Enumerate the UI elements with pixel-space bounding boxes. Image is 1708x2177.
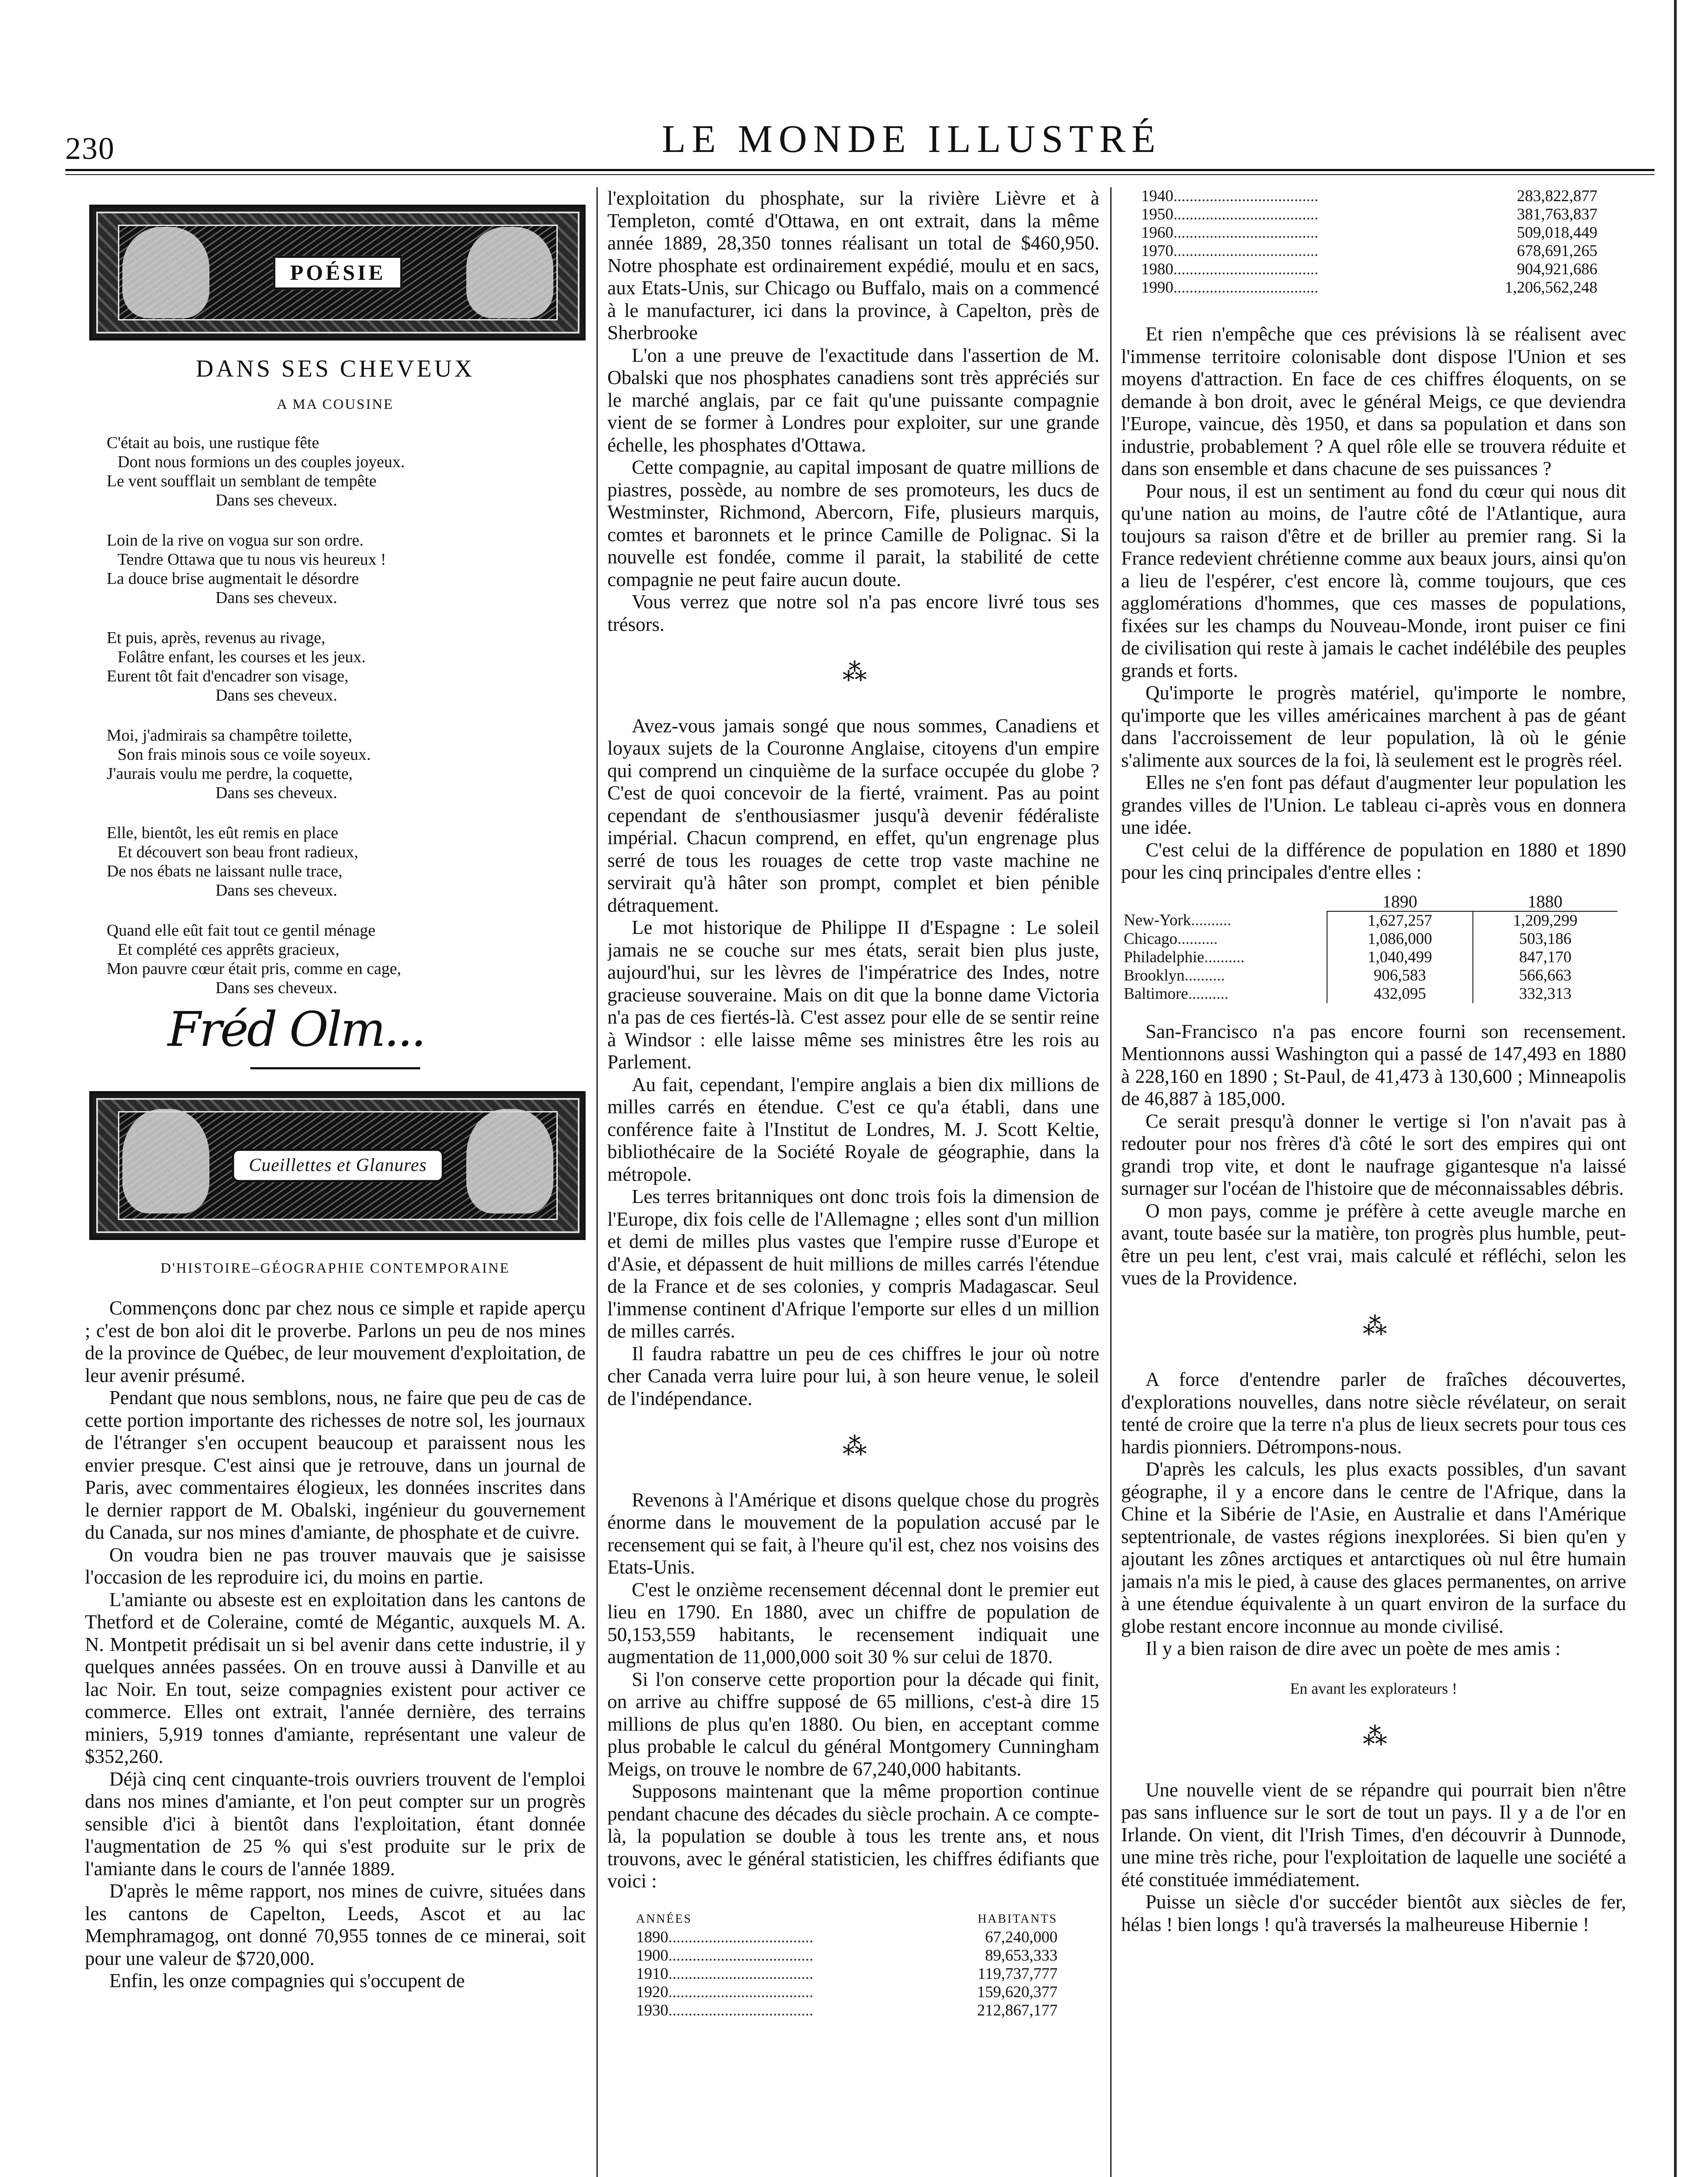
asterism-divider: ⁂ xyxy=(1363,1723,1385,1750)
glanures-banner xyxy=(89,1091,586,1240)
column-2 xyxy=(607,187,1099,2177)
city-name xyxy=(1121,911,1327,930)
year-value: 1900 xyxy=(636,1946,668,1965)
poem-line: Et complété ces apprêts gracieux, xyxy=(118,940,340,959)
year-value: 1920 xyxy=(636,1983,668,2001)
article-body xyxy=(607,1489,1099,1893)
year-value: 1940 xyxy=(1141,187,1173,205)
year-value: 1960 xyxy=(1141,224,1173,242)
paragraph: Enfin, les onze compagnies qui s'occupent de xyxy=(109,1970,465,1992)
leader-dots: .................................... xyxy=(668,1965,813,1983)
asterism-divider: ⁂ xyxy=(1363,1313,1385,1340)
year-value: 1990 xyxy=(1141,279,1173,297)
paragraph: Il y a bien raison de dire avec un poète de mes amis : xyxy=(1145,1638,1561,1659)
angel-figure-icon xyxy=(122,1109,209,1213)
poem-line: Et découvert son beau front radieux, xyxy=(118,843,358,861)
city-population-table xyxy=(1121,893,1617,1003)
header-rule xyxy=(65,169,1654,171)
table-header-city xyxy=(1121,893,1327,911)
population-1880: 1,209,299 xyxy=(1473,911,1617,930)
paragraph: Les terres britanniques ont donc trois fois la dimension de l'Europe, dix fois celle de l'Allemagne ; elles sont d'un million et demi de milles plus vastes que l'empire russe d'Europe et d'Asie, et dépassent de huit millions de milles carrés l'étendue de la France et de ses colonies, y compris Madagascar. Seul l'immense continent d'Afrique l'emporte sur elles d un million de milles carrés. xyxy=(607,1186,1099,1342)
paragraph: Cette compagnie, au capital imposant de quatre millions de piastres, possède, au nombre de ses promoteurs, les ducs de Westminster, Richmond, Abercorn, Fife, plusieurs marquis, comtes et baronnets et le prince Camille de Polignac. Si la nouvelle est fondée, comme il parait, la stabilité de cette compagnie ne peut faire aucun doute. xyxy=(607,456,1099,590)
population-1880: 332,313 xyxy=(1473,985,1617,1003)
poem-line: Quand elle eût fait tout ce gentil ménage xyxy=(107,921,376,940)
page-edge-rule xyxy=(1674,0,1677,2177)
poem-line: Eurent tôt fait d'encadrer son visage, xyxy=(107,667,349,685)
paragraph: San-Francisco n'a pas encore fourni son recensement. Mentionnons aussi Washington qui a passé de 147,493 en 1880 à 228,160 en 1890 ; St-Paul, de 41,473 à 130,600 ; Minneapolis de 46,887 à 185,000. xyxy=(1121,1020,1626,1109)
poesie-label: POÉSIE xyxy=(273,256,402,290)
table-row xyxy=(1121,948,1617,967)
year-cell xyxy=(633,1983,924,2002)
population-1890: 1,627,257 xyxy=(1327,911,1473,930)
paragraph: L'on a une preuve de l'exactitude dans l'assertion de M. Obalski que nos phosphates canadiens sont très appréciés sur le marché anglais, par ce fait qu'une puissante compagnie vient de se former à Londres pour exploiter, sur une grande échelle, les phosphates d'Ottawa. xyxy=(607,344,1099,456)
tree-figure-icon xyxy=(466,227,553,318)
table-row xyxy=(633,1947,1060,1965)
poem-line: La douce brise augmentait le désordre xyxy=(107,570,359,588)
year-value: 1970 xyxy=(1141,242,1173,260)
poem-line: Son frais minois sous ce voile soyeux. xyxy=(118,745,371,764)
poem-line: Le vent soufflait un semblant de tempête xyxy=(107,472,377,490)
leader-dots: .................................... xyxy=(668,1946,813,1965)
table-header-habitants: HABITANTS xyxy=(977,1912,1058,1926)
table-row xyxy=(1139,206,1600,224)
asterism-divider: ⁂ xyxy=(842,1433,864,1460)
paragraph: Elles ne s'en font pas défaut d'augmenter leur population les grandes villes de l'Union. Le tableau ci-après vous en donnera une idée. xyxy=(1121,772,1626,838)
year-cell xyxy=(1139,242,1439,260)
city-label: Brooklyn xyxy=(1124,966,1185,984)
population-value: 678,691,265 xyxy=(1517,242,1597,260)
population-value: 159,620,377 xyxy=(977,1983,1058,2001)
poem-line: Tendre Ottawa que tu nous vis heureux ! xyxy=(118,550,386,569)
table-row xyxy=(1139,279,1600,297)
paragraph: Et rien n'empêche que ces prévisions là se réalisent avec l'immense territoire colonisable dont dispose l'Union et ses moyens d'attraction. En face de ces chiffres éloquents, on se demande à bon droit, avec le général Meigs, ce que deviendra l'Europe, vaincue, dès 1950, et dans sa population et dans son industrie, probablement ? A quel rôle elle se trouvera réduite et dans son ensemble et dans chacune de ses puissances ? xyxy=(1121,323,1626,479)
paragraph: A force d'entendre parler de fraîches découvertes, d'explorations nouvelles, dans notre siècle révélateur, on serait tenté de croire que la terre n'a plus de lieux secrets pour tous ces hardis pionniers. Détrompons-nous. xyxy=(1121,1368,1626,1458)
city-name xyxy=(1121,967,1327,985)
paragraph: Au fait, cependant, l'empire anglais a bien dix millions de milles carrés en étendue. C'est ce qu'a établi, dans une conférence faite à l'Institut de Londres, M. J. Scott Keltie, bibliothécaire de la Société Royale de géographie, dans la métropole. xyxy=(607,1073,1099,1185)
population-1880: 503,186 xyxy=(1473,930,1617,948)
leader-dots: .......... xyxy=(1177,930,1218,948)
poem-line: C'était au bois, une rustique fête xyxy=(107,434,320,452)
paragraph: On voudra bien ne pas trouver mauvais que je saisisse l'occasion de les reproduire ici, du moins en partie. xyxy=(85,1543,586,1588)
population-1880: 847,170 xyxy=(1473,948,1617,967)
population-forecast-table-continued xyxy=(1139,187,1600,297)
poem-stanza xyxy=(85,531,586,607)
paragraph: Pour nous, il est un sentiment au fond du cœur qui nous dit qu'une nation au moins, de l'autre côté de l'Atlantique, aura toujours sa raison d'être et de briller au premier rang. Si la France redevient chrétienne comme aux beaux jours, ainsi qu'on a lieu de l'espérer, c'est encore là, comme toujours, que ces agglomérations d'hommes, que ces masses de populations, fixées sur les champs du Nouveau-Monde, iront puiser ce fini de civilisation qui reste à jamais le cachet indélébile des peuples grands et forts. xyxy=(1121,480,1626,681)
poesie-banner xyxy=(89,205,586,340)
paragraph: Le mot historique de Philippe II d'Espagne : Le soleil jamais ne se couche sur mes états, serait bien plus juste, aujourd'hui, sur les lèvres de l'impératrice des Indes, notre gracieuse souveraine. Mais on dit que la bonne dame Victoria n'a pas de ces fiertés-là. C'est assez pour elle de se sentir reine à Windsor : elle laisse même ses ministres être les rois au Parlement. xyxy=(607,917,1099,1073)
population-1890: 1,040,499 xyxy=(1327,948,1473,967)
poem-line: Folâtre enfant, les courses et les jeux. xyxy=(118,648,366,666)
page-number: 230 xyxy=(65,131,115,166)
population-value: 119,737,777 xyxy=(977,1965,1058,1983)
table-header-years: ANNÉES xyxy=(636,1912,692,1926)
poem-stanza xyxy=(85,823,586,900)
table-row xyxy=(1121,911,1617,930)
table-row xyxy=(633,1965,1060,1983)
paragraph: Puisse un siècle d'or succéder bientôt aux siècles de fer, hélas ! bien longs ! qu'à traversés la malheureuse Hibernie ! xyxy=(1121,1891,1626,1935)
leader-dots: .................................... xyxy=(668,1928,813,1946)
table-row xyxy=(1121,985,1617,1003)
population-forecast-table xyxy=(633,1910,1060,2020)
article-body xyxy=(607,715,1099,1410)
article-body xyxy=(1121,1368,1626,1660)
poem-title: DANS SES CHEVEUX xyxy=(195,355,475,382)
poem-stanza xyxy=(85,433,586,510)
header-rule-thin xyxy=(65,174,1654,175)
poem-line: Dans ses cheveux. xyxy=(216,589,337,607)
column-rule-1 xyxy=(596,187,598,2177)
leader-dots: .......... xyxy=(1191,911,1232,929)
city-label: New-York xyxy=(1124,911,1191,929)
paragraph: l'exploitation du phosphate, sur la rivière Lièvre et à Templeton, comté d'Ottawa, en ont extrait, dans la même année 1889, 28,350 tonnes réalisant un total de $460,950. Notre phosphate est ordinairement expédié, moulu et en sacs, aux Etats-Unis, sur Chicago ou Buffalo, mais on a commencé à le manufacturer, ici dans la province, à Capelton, près de Sherbrooke xyxy=(607,187,1099,344)
table-row xyxy=(633,2002,1060,2020)
leader-dots: .................................... xyxy=(1173,260,1318,278)
year-cell xyxy=(633,1965,924,1983)
article-body xyxy=(607,187,1099,636)
poem-line: Et puis, après, revenus au rivage, xyxy=(107,629,326,647)
table-row xyxy=(1121,930,1617,948)
paragraph: D'après le même rapport, nos mines de cuivre, situées dans les cantons de Capelton, Leeds, Ascot et au lac Memphramagog, ont donné 70,955 tonnes de ce minerai, soit pour une valeur de $720,000. xyxy=(85,1880,586,1969)
population-value: 89,653,333 xyxy=(985,1946,1058,1965)
leader-dots: .................................... xyxy=(668,2001,813,2019)
poem-line: De nos ébats ne laissant nulle trace, xyxy=(107,862,343,880)
paragraph: Supposons maintenant que la même proportion continue pendant chacune des décades du siècle prochain. A ce compte-là, la population se double à tous les trente ans, et nous trouvons, avec le général statisticien, les chiffres édifiants que voici : xyxy=(607,1780,1099,1892)
table-row xyxy=(633,1928,1060,1947)
poem-stanza xyxy=(85,921,586,998)
column-1 xyxy=(85,187,586,2177)
paragraph: Ce serait presqu'à donner le vertige si l'on n'avait pas à redouter pour nos frères d'à côté le sort des empires qui ont grandi trop vite, et dont le naufrage gigantesque n'a laissé surnager sur l'océan de l'histoire que de méconnaissables débris. xyxy=(1121,1110,1626,1199)
population-value: 212,867,177 xyxy=(977,2001,1058,2019)
poem-line: Dans ses cheveux. xyxy=(216,979,337,997)
poem-body xyxy=(85,433,586,998)
leader-dots: .................................... xyxy=(668,1983,813,2001)
paragraph: Qu'importe le progrès matériel, qu'importe le nombre, qu'importe que les villes américaines marchent à pas de géant dans l'accroissement de leur population, là où le génie s'alimente aux sources de la foi, là seulement est le progrès réel. xyxy=(1121,682,1626,771)
article-body xyxy=(85,1297,586,1992)
article-body xyxy=(1121,1021,1626,1290)
paragraph: Revenons à l'Amérique et disons quelque chose du progrès énorme dans le mouvement de la population accusé par le recensement qui se fait, à l'heure qu'il est, chez nos voisins des Etats-Unis. xyxy=(607,1489,1099,1578)
city-label: Philadelphie xyxy=(1124,948,1204,966)
asterism-divider: ⁂ xyxy=(842,659,864,686)
population-value: 283,822,877 xyxy=(1517,187,1597,205)
poem-stanza xyxy=(85,726,586,802)
leader-dots: .................................... xyxy=(1173,279,1318,297)
table-row xyxy=(1139,187,1600,206)
leader-dots: .......... xyxy=(1204,948,1245,966)
paragraph: Pendant que nous semblons, nous, ne faire que peu de cas de cette portion importante des richesses de notre sol, les journaux de l'étranger s'en occupent beaucoup et paraissent nous les envier presque. C'est ainsi que je retrouve, dans un journal de Paris, avec commentaires élogieux, les données inscrites dans le dernier rapport de M. Obalski, ingénieur du gouvernement du Canada, sur nos mines d'amiante, de phosphate et de cuivre. xyxy=(85,1387,586,1543)
city-name xyxy=(1121,948,1327,967)
leader-dots: .................................... xyxy=(1173,224,1318,242)
population-1890: 1,086,000 xyxy=(1327,930,1473,948)
section-divider xyxy=(250,1067,420,1069)
mermaid-figure-icon xyxy=(122,227,209,318)
population-1890: 432,095 xyxy=(1327,985,1473,1003)
column-3 xyxy=(1121,187,1626,2177)
year-cell xyxy=(1139,279,1439,297)
year-cell xyxy=(1139,187,1439,206)
paragraph: Si l'on conserve cette proportion pour la décade qui finit, on arrive au chiffre supposé de 65 millions, c'est-à dire 15 millions de plus qu'en 1880. Ou bien, en acceptant comme plus probable le calcul du général Montgomery Cunningham Meigs, on trouve le nombre de 67,240,000 habitants. xyxy=(607,1668,1099,1780)
population-value: 904,921,686 xyxy=(1517,260,1597,278)
poem-line: Moi, j'admirais sa champêtre toilette, xyxy=(107,726,353,745)
population-value: 381,763,837 xyxy=(1517,206,1597,223)
year-cell xyxy=(633,2002,924,2020)
poem-line: Dans ses cheveux. xyxy=(216,784,337,802)
year-cell xyxy=(633,1928,924,1947)
poem-line: Elle, bientôt, les eût remis en place xyxy=(107,824,338,842)
poem-line: Dont nous formions un des couples joyeux. xyxy=(118,453,405,471)
paragraph: Commençons donc par chez nous ce simple et rapide aperçu ; c'est de bon aloi dit le proverbe. Parlons un peu de nos mines de la province de Québec, de leur mouvement d'exploitation, de leur avenir présumé. xyxy=(85,1297,586,1386)
author-signature: Fréd Olm... xyxy=(168,1001,424,1057)
poem-line: Dans ses cheveux. xyxy=(216,881,337,900)
paragraph: Avez-vous jamais songé que nous sommes, Canadiens et loyaux sujets de la Couronne Anglaise, citoyens d'un empire qui comprend un cinquième de la surface occupée du globe ? C'est de quoi concevoir de la fierté, vraiment. Pas au point cependant de s'enthousiasmer jusqu'à devenir fédéraliste impérial. Chacun comprend, en effet, qu'un engrenage plus serré de tous les rouages de cette trop vaste machine ne servirait qu'à hâter son prompt, complet et bien pénible détraquement. xyxy=(607,714,1099,916)
year-value: 1980 xyxy=(1141,260,1173,278)
paragraph: C'est celui de la différence de population en 1880 et 1890 pour les cinq principales d'entre elles : xyxy=(1121,839,1626,883)
population-value: 509,018,449 xyxy=(1517,224,1597,242)
population-value: 67,240,000 xyxy=(985,1928,1058,1946)
column-rule-2 xyxy=(1110,187,1112,2177)
poem-line: Mon pauvre cœur était pris, comme en cage, xyxy=(107,960,401,978)
year-cell xyxy=(1139,260,1439,279)
year-value: 1930 xyxy=(636,2001,668,2019)
leader-dots: .......... xyxy=(1188,984,1229,1003)
paragraph: L'amiante ou abseste est en exploitation dans les cantons de Thetford et de Coleraine, comté de Mégantic, auxquels M. A. N. Montpetit prédisait un si bel avenir dans cette industrie, il y quelques années passées. On en trouve aussi à Danville et au lac Noir. En tout, seize compagnies existent pour activer ce commerce. Elles ont extrait, l'année dernière, des terrains miniers, 5,919 tonnes d'amiante, représentant une valeur de $352,260. xyxy=(85,1588,586,1767)
table-row xyxy=(1139,242,1600,260)
leader-dots: .................................... xyxy=(1173,242,1318,260)
article-body xyxy=(1121,323,1626,884)
year-value: 1910 xyxy=(636,1965,668,1983)
leader-dots: .................................... xyxy=(1173,206,1318,223)
glanures-label: Cueillettes et Glanures xyxy=(232,1149,444,1183)
section-subtitle: D'HISTOIRE–GÉOGRAPHIE CONTEMPORAINE xyxy=(160,1260,510,1276)
leader-dots: .................................... xyxy=(1173,187,1318,205)
population-1890: 906,583 xyxy=(1327,967,1473,985)
paragraph: Il faudra rabattre un peu de ces chiffres le jour où notre cher Canada verra luire pour lui, à son heure venue, le soleil de l'indépendance. xyxy=(607,1342,1099,1409)
paragraph: O mon pays, comme je préfère à cette aveugle marche en avant, toute basée sur la matière, ton progrès plus humble, peut-être un peu lent, c'est vrai, mais calculé et réfléchi, selon les vues de la Providence. xyxy=(1121,1200,1626,1289)
leader-dots: .......... xyxy=(1184,966,1225,984)
table-row xyxy=(1139,224,1600,242)
year-cell xyxy=(633,1947,924,1965)
paragraph: D'après les calculs, les plus exacts possibles, d'un savant géographe, il y a encore dans le centre de l'Afrique, dans la Chine et la Sibérie de l'Asie, en Australie et dans l'Amérique septentrionale, de vastes régions inexplorées. Si bien qu'en y ajoutant les zônes arctiques et antarctiques où nul être humain jamais n'a mis le pied, à cause des glaces permanentes, on arrive à une étendue équivalente à un quart environ de la surface du globe restant encore inconnue au monde civilisé. xyxy=(1121,1458,1626,1637)
city-label: Baltimore xyxy=(1124,984,1188,1003)
table-row xyxy=(633,1983,1060,2002)
poem-line: Dans ses cheveux. xyxy=(216,686,337,704)
poem-line: Dans ses cheveux. xyxy=(216,491,337,509)
paragraph: Déjà cinq cent cinquante-trois ouvriers trouvent de l'emploi dans nos mines d'amiante, et l'on peut compter sur un progrès sensible d'ici à bientôt dans l'exploitation, étant donnée l'augmentation de 25 % qui s'est produite sur le prix de l'amiante dans le cours de l'année 1889. xyxy=(85,1768,586,1880)
paragraph: C'est le onzième recensement décennal dont le premier eut lieu en 1790. En 1880, avec un chiffre de population de 50,153,559 habitants, le recensement indiquait une augmentation de 11,000,000 soit 30 % sur celui de 1870. xyxy=(607,1578,1099,1668)
year-value: 1890 xyxy=(636,1928,668,1946)
paragraph: Une nouvelle vient de se répandre qui pourrait bien n'être pas sans influence sur le sort de tout un pays. Il y a de l'or en Irlande. On vient, dit l'Irish Times, d'en découvrir à Dunnode, une mine très riche, pour l'exploitation de laquelle une société a été constituée immédiatement. xyxy=(1121,1779,1626,1891)
city-label: Chicago xyxy=(1124,930,1178,948)
paragraph: Vous verrez que notre sol n'a pas encore livré tous ses trésors. xyxy=(607,591,1099,635)
population-1880: 566,663 xyxy=(1473,967,1617,985)
table-row xyxy=(1121,967,1617,985)
table-row xyxy=(1139,260,1600,279)
year-cell xyxy=(1139,206,1439,224)
table-header-1890: 1890 xyxy=(1382,891,1418,911)
year-cell xyxy=(1139,224,1439,242)
poem-line: J'aurais voulu me perdre, la coquette, xyxy=(107,765,353,783)
poem-stanza xyxy=(85,628,586,705)
poem-line: Loin de la rive on vogua sur son ordre. xyxy=(107,531,364,549)
poem-dedication: A MA COUSINE xyxy=(276,396,394,412)
article-body xyxy=(1121,1779,1626,1936)
year-value: 1950 xyxy=(1141,206,1173,223)
maiden-figure-icon xyxy=(466,1109,553,1213)
table-header-1880: 1880 xyxy=(1527,891,1563,911)
city-name xyxy=(1121,985,1327,1003)
city-name xyxy=(1121,930,1327,948)
masthead-title: LE MONDE ILLUSTRÉ xyxy=(662,118,1162,161)
population-value: 1,206,562,248 xyxy=(1505,279,1597,297)
poet-quote: En avant les explorateurs ! xyxy=(1290,1679,1457,1697)
